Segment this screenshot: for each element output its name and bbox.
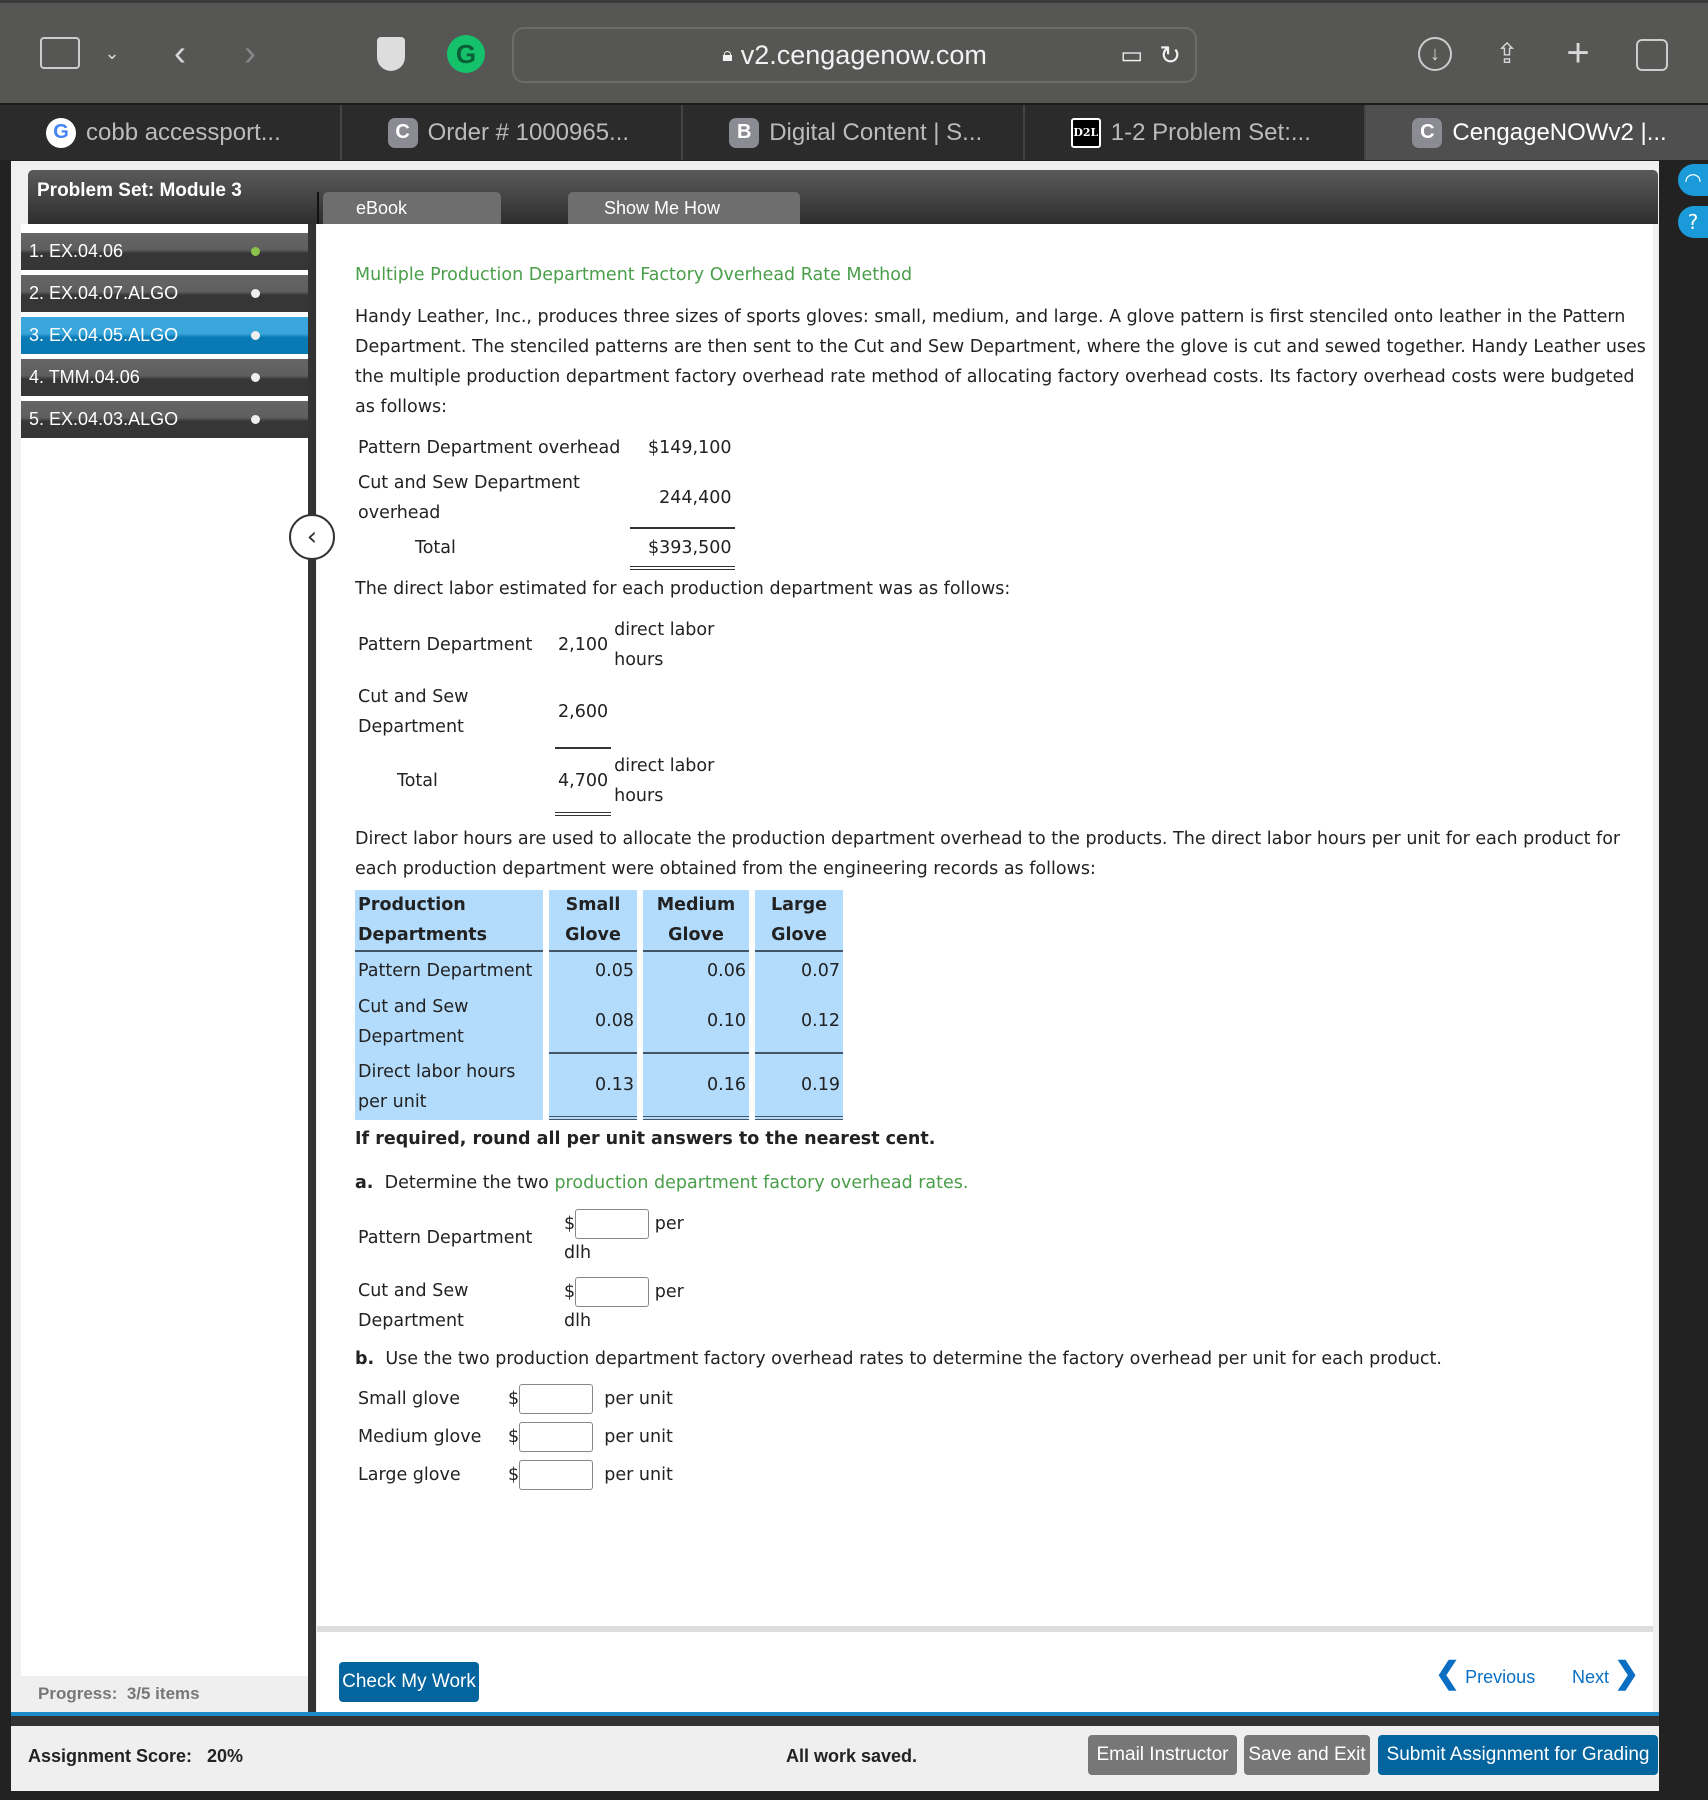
budget-label: Cut and Sew Department overhead — [358, 473, 580, 523]
cell: 0.10 — [643, 990, 749, 1054]
sidebar-item-3[interactable] — [21, 317, 308, 354]
cut-sew-rate-input[interactable] — [575, 1277, 649, 1307]
tab-label: Order # 1000965... — [427, 118, 630, 146]
part-b-answers — [355, 1380, 676, 1494]
browser-tab[interactable] — [683, 105, 1025, 160]
answer-label: Pattern Department — [358, 1228, 533, 1248]
lock-icon: 🔒︎ — [722, 43, 733, 66]
new-tab-icon[interactable]: + — [1566, 30, 1590, 75]
cengage-icon: C — [388, 118, 418, 148]
dl-intro: The direct labor estimated for each production department was as follows: — [355, 579, 1011, 599]
next-button[interactable] — [1572, 1656, 1639, 1691]
browser-tab[interactable] — [1025, 105, 1367, 160]
row-label: Direct labor hours per unit — [355, 1054, 543, 1120]
sidebar-item-2[interactable] — [21, 275, 308, 312]
budget-value: 244,400 — [630, 468, 735, 528]
cell: 0.07 — [755, 952, 843, 990]
budget-value: $149,100 — [648, 438, 732, 458]
dl-label: Cut and Sew Department — [358, 687, 469, 737]
url-text: v2.cengagenow.com — [740, 39, 987, 70]
browser-tabs — [0, 103, 1708, 160]
per-label: per — [654, 1214, 684, 1234]
assignment-title: Problem Set: Module 3 — [37, 180, 242, 201]
previous-label: Previous — [1465, 1667, 1536, 1687]
dlh-intro: Direct labor hours are used to allocate the production department overhead to the products. The direct labor hours per unit for each product for each production department were obtained from the engineering records as follows: — [355, 829, 1621, 879]
tab-label: Digital Content | S... — [769, 118, 983, 146]
question-title: Multiple Production Department Factory Overhead Rate Method — [355, 265, 913, 285]
google-icon: G — [46, 118, 76, 148]
budget-label: Pattern Department overhead — [358, 438, 621, 458]
address-bar[interactable] — [512, 27, 1197, 83]
chevron-left-icon: ❮ — [1435, 1657, 1461, 1690]
sidebar-item-4[interactable] — [21, 359, 308, 396]
tab-label: CengageNOWv2 |... — [1452, 118, 1667, 146]
intro-text: Handy Leather, Inc., produces three sizes of sports gloves: small, medium, and large. A glove pattern is first stenciled onto leather in the Pattern Department. The stenciled patterns are then sent to the Cut and Sew Department, where the glove is cut and sewed together. Handy Leather uses the multiple production department factory overhead rate method of allocating factory overhead costs. Its factory overhead costs were budgeted as follows: — [355, 307, 1646, 417]
progress-indicator — [21, 1676, 308, 1714]
browser-tab-active[interactable] — [1366, 105, 1708, 160]
tabs-overview-icon[interactable] — [1636, 39, 1668, 71]
part-a-label: a. — [355, 1173, 374, 1193]
column-header: Small Glove — [549, 890, 637, 952]
tab-label: 1-2 Problem Set:... — [1110, 118, 1311, 146]
dollar-sign: $ — [508, 1427, 520, 1447]
dl-unit: direct labor hours — [614, 756, 715, 806]
budget-table — [355, 428, 735, 570]
sidebar-item-5[interactable] — [21, 401, 308, 438]
question-list — [21, 224, 308, 1714]
dl-value: 2,600 — [555, 676, 611, 748]
assignment-bar — [11, 1726, 1659, 1790]
chevron-right-icon: ❯ — [1614, 1657, 1640, 1690]
table-row — [355, 1054, 843, 1120]
dl-label: Total — [397, 771, 438, 791]
sidebar-divider — [308, 224, 316, 1714]
cengage-icon: C — [1412, 118, 1442, 148]
dl-value: 2,100 — [558, 635, 609, 655]
score-value: 20% — [207, 1746, 244, 1766]
divider — [11, 1716, 1659, 1726]
check-icon — [251, 247, 260, 256]
save-status: All work saved. — [786, 1746, 918, 1766]
dl-label: Pattern Department — [358, 635, 533, 655]
pattern-rate-input[interactable] — [575, 1209, 649, 1239]
support-icon[interactable]: ◠ — [1678, 164, 1708, 196]
status-dot-icon — [251, 415, 260, 424]
dollar-sign: $ — [564, 1214, 576, 1234]
next-label: Next — [1572, 1667, 1610, 1687]
dl-value: 4,700 — [555, 748, 611, 814]
question-content — [317, 224, 1653, 1626]
save-and-exit-button[interactable]: Save and Exit — [1244, 1735, 1370, 1775]
chevron-left-icon: ‹ — [306, 522, 318, 552]
help-icon[interactable]: ? — [1678, 206, 1708, 238]
sidebar-item-1[interactable] — [21, 233, 308, 270]
item-label: 1. EX.04.06 — [29, 241, 124, 261]
status-dot-icon — [251, 289, 260, 298]
tab-label: cobb accessport... — [86, 118, 281, 146]
browser-tab[interactable] — [342, 105, 684, 160]
answer-label: Cut and Sew Department — [358, 1281, 469, 1331]
part-a-text: Determine the two — [384, 1173, 549, 1193]
direct-labor-table — [355, 614, 721, 816]
d2l-icon: D2L — [1071, 118, 1101, 148]
column-header: Production Departments — [355, 890, 543, 952]
email-instructor-button[interactable]: Email Instructor — [1088, 1735, 1237, 1775]
browser-tab[interactable] — [0, 105, 342, 160]
part-b-label: b. — [355, 1349, 375, 1369]
b-icon: B — [729, 118, 759, 148]
status-dot-icon — [251, 373, 260, 382]
cell: 0.16 — [643, 1054, 749, 1120]
per-label: per — [654, 1282, 684, 1302]
answer-label: Small glove — [358, 1389, 460, 1409]
unit-label: dlh — [564, 1243, 592, 1263]
dollar-sign: $ — [508, 1465, 520, 1485]
dollar-sign: $ — [564, 1282, 576, 1302]
status-dot-icon — [251, 331, 260, 340]
cell: 0.06 — [643, 952, 749, 990]
part-a-answers — [355, 1204, 687, 1340]
budget-value: $393,500 — [630, 528, 735, 568]
item-label: 5. EX.04.03.ALGO — [29, 409, 179, 429]
question-footer — [317, 1626, 1653, 1714]
table-row — [355, 952, 843, 990]
large-glove-input[interactable] — [519, 1460, 593, 1490]
answer-label: Medium glove — [358, 1427, 482, 1447]
cell: 0.12 — [755, 990, 843, 1054]
score-label: Assignment Score: — [28, 1746, 193, 1766]
per-unit-label: per unit — [604, 1465, 673, 1485]
forward-icon[interactable]: › — [244, 32, 256, 73]
check-my-work-button[interactable]: Check My Work — [339, 1662, 479, 1702]
progress-label: Progress: — [38, 1684, 118, 1703]
item-label: 4. TMM.04.06 — [29, 367, 140, 387]
browser-toolbar — [0, 0, 1708, 103]
share-icon[interactable]: ⇪ — [1495, 37, 1519, 69]
reload-icon[interactable]: ↻ — [1159, 39, 1181, 70]
grammarly-icon[interactable]: G — [447, 35, 485, 73]
sidebar-toggle-icon[interactable] — [40, 37, 80, 69]
part-b-text: Use the two production department factory overhead rates to determine the factory overhead per unit for each product. — [385, 1349, 1442, 1369]
tab-ebook[interactable]: eBook — [323, 192, 501, 224]
dlh-table — [349, 890, 849, 1120]
answer-label: Large glove — [358, 1465, 461, 1485]
chevron-down-icon[interactable]: ⌄ — [104, 42, 120, 63]
download-icon[interactable]: ↓ — [1418, 37, 1452, 71]
table-row — [355, 990, 843, 1054]
column-header: Medium Glove — [643, 890, 749, 952]
budget-label: Total — [415, 538, 456, 558]
row-label: Cut and Sew Department — [355, 990, 543, 1054]
cell: 0.05 — [549, 952, 637, 990]
cell: 0.19 — [755, 1054, 843, 1120]
back-icon[interactable]: ‹ — [174, 32, 186, 73]
medium-glove-input[interactable] — [519, 1422, 593, 1452]
item-label: 3. EX.04.05.ALGO — [29, 325, 179, 345]
previous-button[interactable] — [1435, 1656, 1535, 1691]
rounding-note: If required, round all per unit answers to the nearest cent. — [355, 1129, 936, 1149]
assignment-header — [28, 170, 1658, 224]
row-label: Pattern Department — [355, 952, 543, 990]
reader-icon[interactable]: ▭ — [1120, 41, 1143, 69]
tab-show-me-how[interactable]: Show Me How — [568, 192, 800, 224]
collapse-sidebar-button[interactable] — [289, 514, 335, 560]
shield-icon[interactable] — [377, 37, 405, 71]
cell: 0.13 — [549, 1054, 637, 1120]
progress-value: 3/5 items — [126, 1684, 200, 1703]
submit-assignment-button[interactable]: Submit Assignment for Grading — [1378, 1735, 1658, 1775]
item-label: 2. EX.04.07.ALGO — [29, 283, 179, 303]
cell: 0.08 — [549, 990, 637, 1054]
column-header: Large Glove — [755, 890, 843, 952]
dollar-sign: $ — [508, 1389, 520, 1409]
per-unit-label: per unit — [604, 1427, 673, 1447]
per-unit-label: per unit — [604, 1389, 673, 1409]
dl-unit: direct labor hours — [614, 620, 715, 670]
overhead-rates-link[interactable]: production department factory overhead rates. — [554, 1173, 969, 1193]
small-glove-input[interactable] — [519, 1384, 593, 1414]
unit-label: dlh — [564, 1311, 592, 1331]
